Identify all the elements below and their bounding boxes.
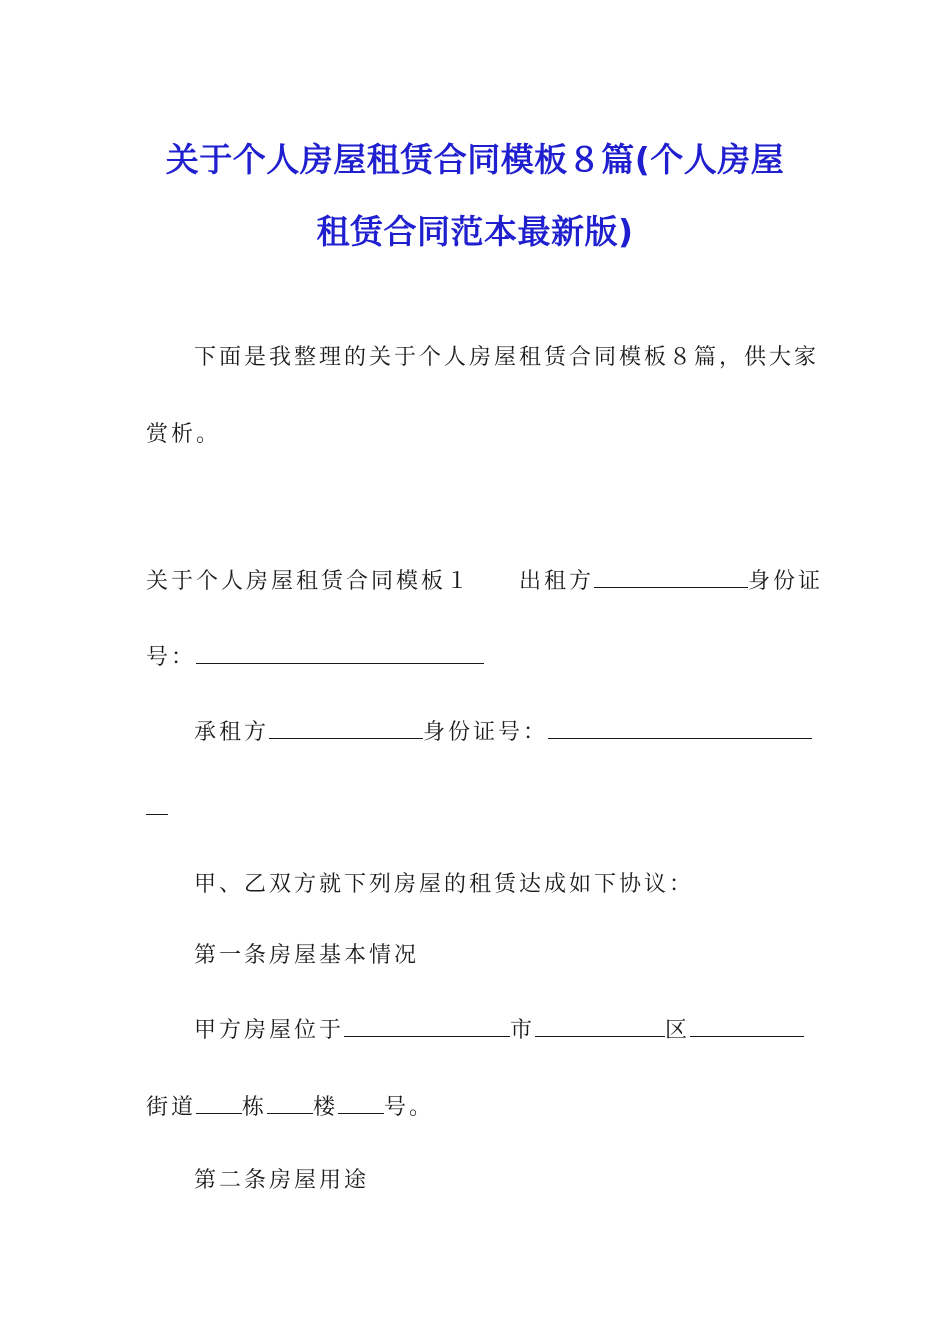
intro-line-2: 赏析。 — [146, 422, 222, 447]
contract-heading: 关于个人房屋租赁合同模板１ — [146, 569, 472, 594]
street-blank[interactable] — [196, 1093, 242, 1114]
district-label: 区 — [665, 1018, 691, 1043]
building-label: 栋 — [242, 1095, 268, 1120]
city-label: 市 — [510, 1018, 536, 1043]
intro-line-1: 下面是我整理的关于个人房屋租赁合同模板８篇，供大家 — [194, 345, 820, 370]
lessee-id-continuation — [146, 794, 168, 824]
lessor-id-label-cont: 号： — [146, 645, 197, 670]
floor-label: 楼 — [313, 1095, 339, 1120]
document-title-line-1: 关于个人房屋租赁合同模板８篇(个人房屋 — [165, 140, 785, 179]
lessor-label: 出租方 — [519, 569, 595, 594]
location-prefix: 甲方房屋位于 — [194, 1018, 345, 1043]
lessor-id-label: 身份证 — [748, 569, 824, 594]
lessee-label: 承租方 — [194, 720, 270, 745]
building-blank[interactable] — [267, 1093, 313, 1114]
lessee-id-blank[interactable] — [548, 718, 812, 739]
lessee-row — [194, 718, 812, 748]
number-label: 号。 — [384, 1095, 435, 1120]
lessor-name-blank[interactable] — [594, 567, 748, 588]
street-label: 街道 — [146, 1095, 197, 1120]
location-blank[interactable] — [344, 1016, 510, 1037]
contract-heading-row — [146, 567, 823, 597]
address-detail-row — [146, 1093, 434, 1123]
district-blank[interactable] — [690, 1016, 804, 1037]
lessee-id-label: 身份证号： — [423, 720, 549, 745]
lessor-id-row — [146, 643, 484, 673]
location-row — [194, 1016, 804, 1046]
document-title-line-2: 租赁合同范本最新版) — [316, 212, 634, 251]
article-1-title: 第一条房屋基本情况 — [194, 943, 420, 968]
floor-blank[interactable] — [338, 1093, 384, 1114]
lessee-id-blank-cont[interactable] — [146, 794, 168, 815]
agreement-line: 甲、乙双方就下列房屋的租赁达成如下协议： — [194, 872, 695, 897]
lessee-name-blank[interactable] — [269, 718, 423, 739]
article-2-title: 第二条房屋用途 — [194, 1168, 370, 1193]
lessor-id-blank[interactable] — [196, 643, 484, 664]
city-blank[interactable] — [535, 1016, 665, 1037]
